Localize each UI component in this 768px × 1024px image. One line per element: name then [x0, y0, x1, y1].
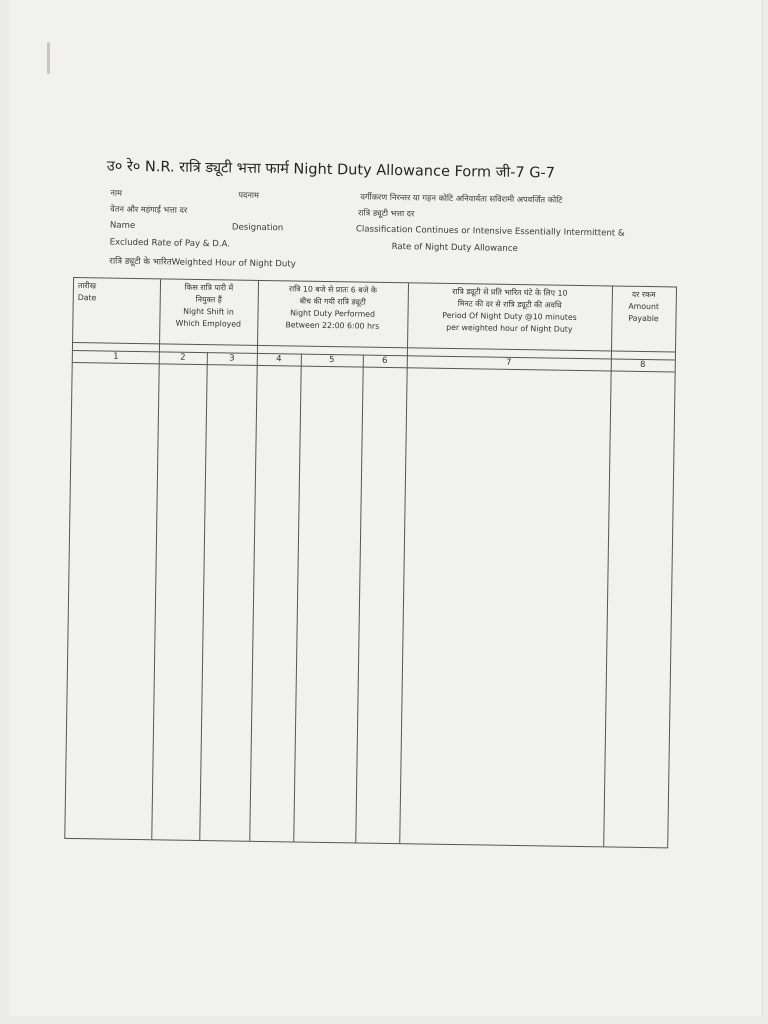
- col-divider: [199, 352, 208, 840]
- header-text: Amount: [628, 301, 660, 312]
- column-number: 2: [180, 352, 186, 363]
- allowance-table: [64, 277, 677, 848]
- header-period: [407, 285, 612, 336]
- header-text: मिनट की दर से रात्रि ड्यूटी की अवधि: [457, 299, 562, 310]
- col-divider: [355, 355, 364, 843]
- designation-label: Designation: [231, 222, 284, 234]
- header-text: Night Shift in: [183, 306, 234, 317]
- header-amount: [611, 288, 676, 325]
- weighted-hour-label: रात्रि ड्यूटी के भारितWeighted Hour of Night Duty: [109, 256, 296, 270]
- header-text: Period Of Night Duty @10 minutes: [442, 310, 577, 322]
- header-text: per weighted hour of Night Duty: [446, 322, 573, 334]
- header-text: किस रात्रि पारी में: [184, 282, 234, 293]
- header-text: Between 22:00 6:00 hrs: [285, 320, 380, 331]
- header-text: रात्रि ड्यूटी से प्रति भारित घंटे के लिए 10: [452, 286, 568, 298]
- col-divider: [293, 354, 302, 842]
- column-number: 4: [276, 354, 282, 365]
- hindi-rate-label: रात्रि ड्यूटी भत्ता दर: [358, 207, 415, 219]
- header-text: Night Duty Performed: [290, 308, 376, 319]
- header-date-en: Date: [77, 293, 97, 303]
- header-text: बीच की गयी रात्रि ड्यूटी: [299, 296, 366, 307]
- hindi-name-label: नाम: [110, 187, 123, 198]
- form-title: उ० रे० N.R. रात्रि ड्यूटी भत्ता फार्म Night Duty Allowance Form जी-7 G-7: [106, 158, 556, 182]
- header-night-shift: [159, 281, 258, 331]
- hindi-designation-label: पदनाम: [238, 189, 260, 200]
- header-date-hi: तारीख: [77, 281, 97, 291]
- night-duty-allowance-form: [64, 155, 685, 884]
- column-number: 8: [639, 359, 646, 370]
- header-text: दर रकम: [631, 289, 656, 300]
- column-number: 1: [113, 351, 119, 362]
- column-number: 3: [229, 353, 235, 364]
- header-duty-performed: [257, 283, 408, 333]
- hindi-classification: वर्गीकरण निरन्तर या गहन कोटि अनिवार्यता सविरामी अपवर्जित कोटि: [360, 191, 563, 205]
- column-number: 6: [382, 355, 388, 366]
- header-text: नियुक्त हैं: [195, 294, 222, 305]
- header-text: Which Employed: [175, 318, 242, 329]
- header-date: [74, 280, 160, 305]
- header-text: Payable: [628, 313, 659, 324]
- column-number: 7: [505, 357, 512, 368]
- column-number: 5: [329, 355, 335, 366]
- binder-mark: [47, 42, 50, 74]
- hindi-pay-label: वेतन और महंगाई भत्ता दर: [110, 203, 188, 215]
- rate-of-night-duty-label: Rate of Night Duty Allowance: [391, 241, 518, 254]
- name-label: Name: [109, 220, 136, 231]
- classification-label: Classification Continues or Intensive Essentially Intermittent &: [355, 224, 625, 239]
- header-text: रात्रि 10 बजे से प्रातः 6 बजे के: [288, 284, 377, 295]
- excluded-rate-label: Excluded Rate of Pay & D.A.: [109, 237, 231, 250]
